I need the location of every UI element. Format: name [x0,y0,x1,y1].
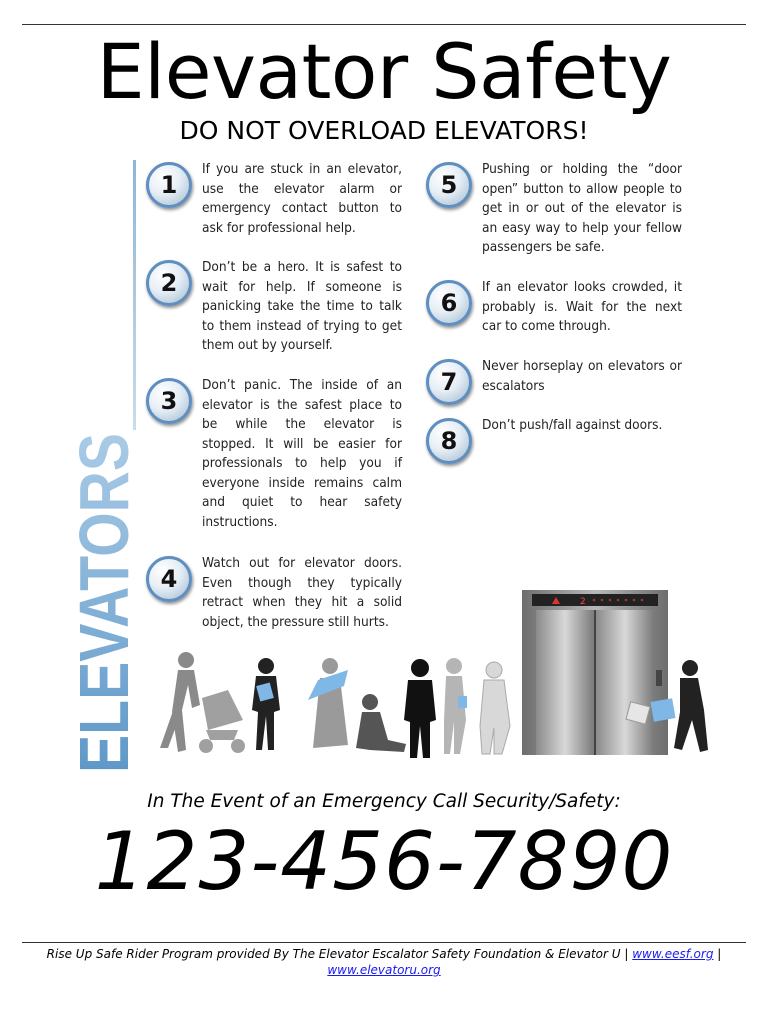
tip-text: Don’t push/fall against doors. [482,417,663,433]
side-word-graphic [65,356,143,775]
tip-number: 2 [160,269,178,297]
tip-text: If you are stuck in an elevator, use the elevator alarm or emergency contact button to ask for professional help. [202,161,402,236]
page-subtitle: DO NOT OVERLOAD ELEVATORS! [179,116,589,145]
number-badge-icon [146,162,192,208]
number-badge-icon [426,418,472,464]
tip-item-1 [146,160,402,238]
tip-text: If an elevator looks crowded, it probably is. Wait for the next car to come through. [482,279,682,334]
number-badge-icon [146,556,192,602]
tip-text: Never horseplay on elevators or escalators [482,358,682,394]
number-badge-icon [426,280,472,326]
number-badge-icon [146,378,192,424]
tip-number: 7 [440,368,458,396]
emergency-phone-number: 123-456-7890 [94,815,674,908]
tip-item-6 [426,278,682,337]
footer-text: Rise Up Safe Rider Program provided By The Elevator Escalator Safety Foundation & Elevator U | [46,947,629,961]
tip-number: 1 [160,171,178,199]
tip-number: 3 [160,387,178,415]
side-accent-line [133,160,136,430]
footer [22,946,746,978]
tip-item-7 [426,357,682,405]
tip-item-2 [146,258,402,356]
tip-text: Watch out for elevator doors. Even though they typically retract when they hit a solid object, the pressure still hurts. [202,555,402,630]
page-title: Elevator Safety [96,27,672,116]
people-silhouettes-illustration [148,650,708,760]
tip-text: Pushing or holding the “door open” button to allow people to get in or out of the elevator is an easy way to help your fellow passengers be safe. [482,161,682,255]
tip-number: 4 [160,565,178,593]
bottom-rule [22,942,746,943]
floor-indicator: 2 [580,597,586,607]
tip-number: 5 [440,171,458,199]
elevatoru-link[interactable]: www.elevatoru.org [327,963,441,977]
number-badge-icon [146,260,192,306]
tip-item-8 [426,416,682,464]
number-badge-icon [426,359,472,405]
number-badge-icon [426,162,472,208]
tip-item-5 [426,160,682,258]
side-word-text: ELEVATORS [65,356,143,773]
eesf-link[interactable]: www.eesf.org [632,947,714,961]
tip-item-3 [146,376,402,532]
tip-text: Don’t panic. The inside of an elevator is the safest place to be while the elevator is stopped. It will be easier for professionals to help you if everyone inside remains calm and quiet to hear safety instructions. [202,377,402,530]
emergency-label: In The Event of an Emergency Call Security/Safety: [147,791,621,812]
tip-number: 8 [440,427,458,455]
top-rule [22,24,746,25]
tip-item-4 [146,554,402,632]
footer-separator: | [717,947,722,961]
tip-number: 6 [440,289,458,317]
tip-text: Don’t be a hero. It is safest to wait for help. If someone is panicking take the time to talk to them instead of trying to get them out by yourself. [202,259,402,353]
